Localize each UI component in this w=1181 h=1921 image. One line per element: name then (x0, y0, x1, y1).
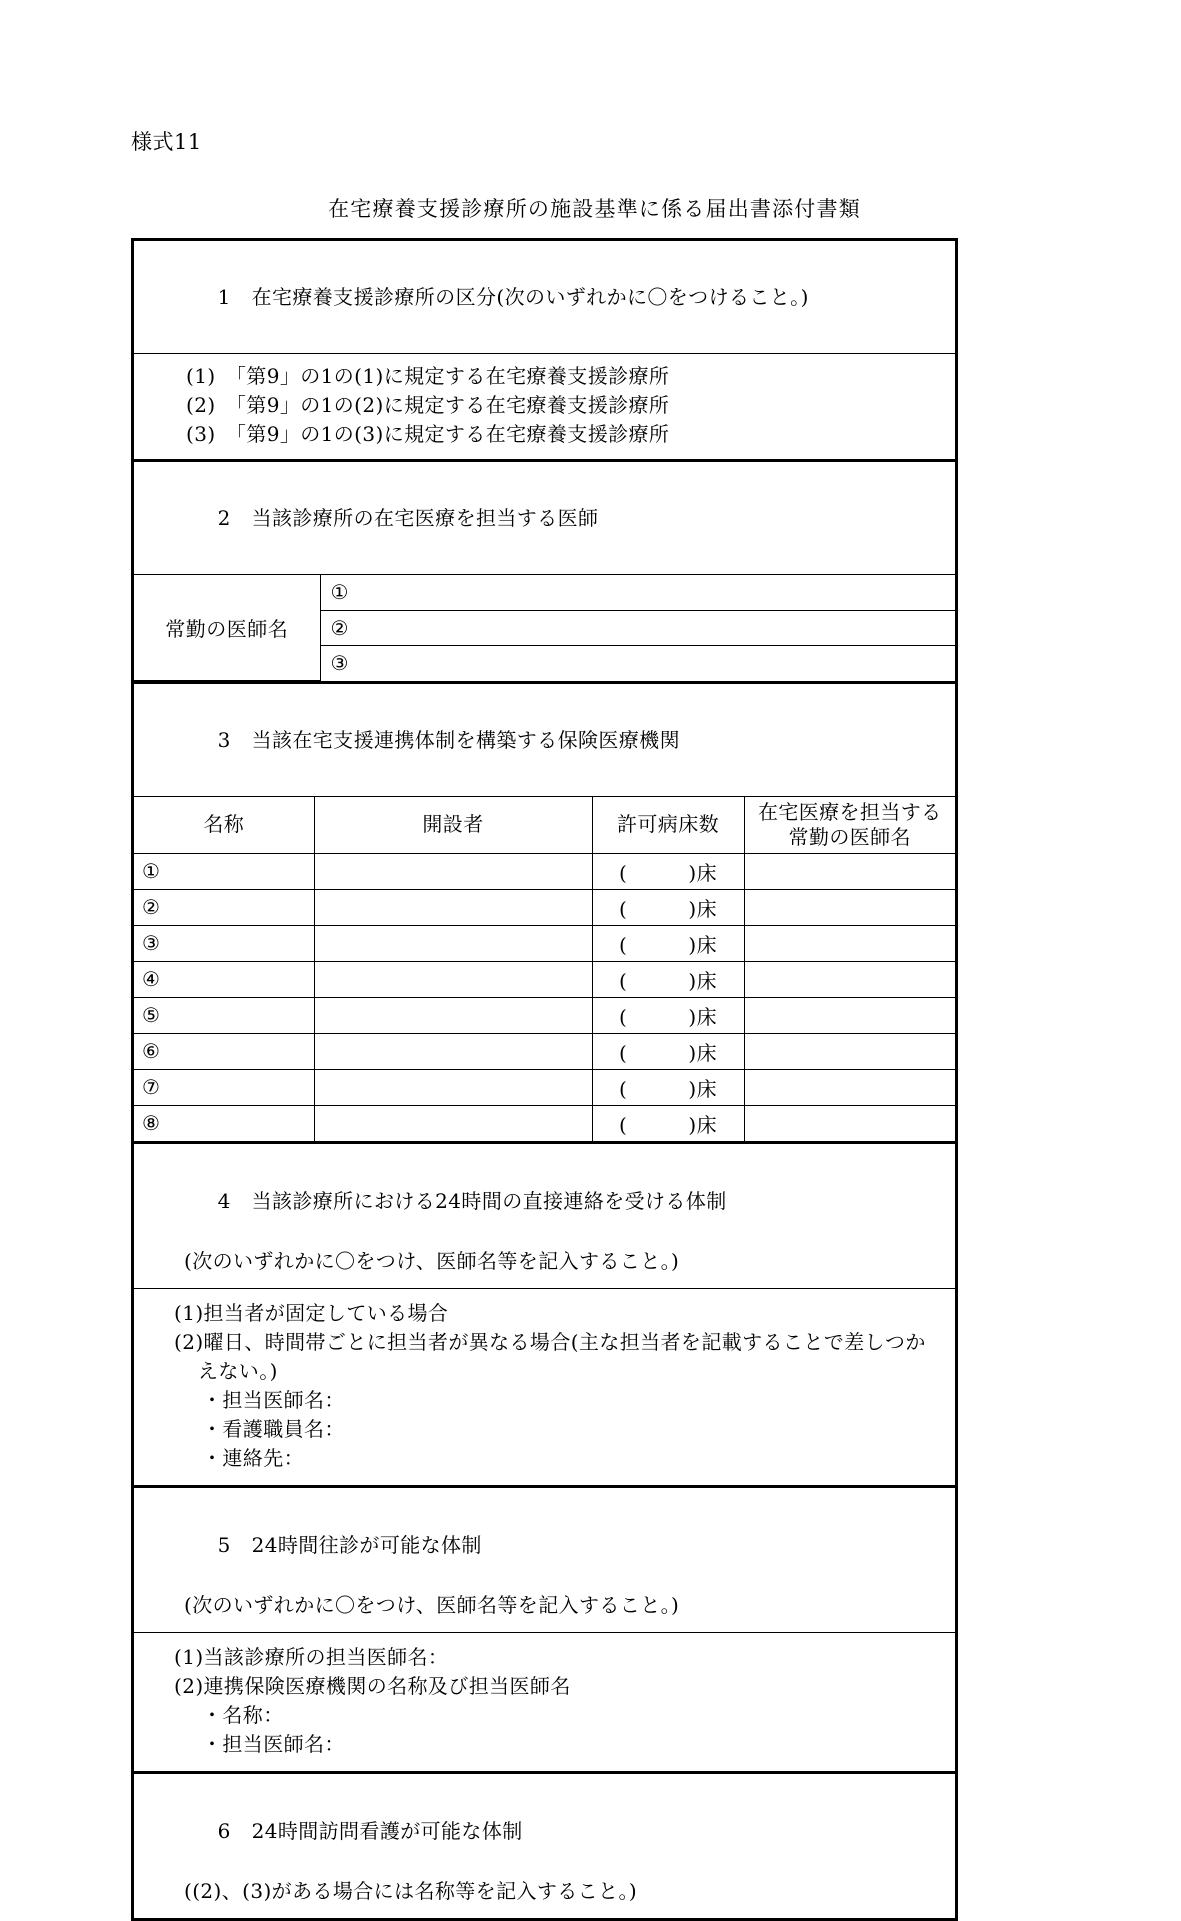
form-code: 様式11 (131, 130, 202, 154)
row-beds-4[interactable] (592, 961, 744, 997)
row-index-7: ⑦ (134, 1069, 314, 1105)
row-doctor-1[interactable] (744, 853, 955, 889)
section-6-heading-block (134, 1774, 955, 1921)
beds-template-2: ( )床 (618, 896, 717, 921)
section-1-option-1[interactable]: (1) 「第9」の1の(1)に規定する在宅療養支援診療所 (186, 364, 670, 388)
row-owner-2[interactable] (314, 889, 592, 925)
section-3-title: 当該在宅支援連携体制を構築する保険医療機関 (251, 727, 680, 752)
section-4-field-doctor-name[interactable]: ・担当医師名： (202, 1387, 345, 1412)
doctor-name-field-3[interactable]: ③ (320, 645, 955, 680)
row-beds-1[interactable] (592, 853, 744, 889)
section-6-number: 6 (217, 1818, 231, 1843)
doctor-name-field-2[interactable]: ② (320, 610, 955, 645)
table-row (134, 889, 955, 925)
section-1-option-2[interactable]: (2) 「第9」の1の(2)に規定する在宅療養支援診療所 (186, 393, 670, 417)
row-owner-5[interactable] (314, 997, 592, 1033)
section-2-table-block (134, 575, 955, 684)
row-beds-2[interactable] (592, 889, 744, 925)
beds-template-3: ( )床 (618, 932, 717, 957)
affiliated-institutions-table (134, 797, 955, 1141)
section-5-title: 24時間往診が可能な体制 (251, 1532, 482, 1557)
permanent-doctors-table (134, 575, 955, 681)
row-beds-5[interactable] (592, 997, 744, 1033)
section-4-content-block (134, 1289, 955, 1488)
section-2-title: 当該診療所の在宅医療を担当する医師 (251, 506, 599, 530)
form-container (131, 238, 958, 1921)
table-header-row (134, 797, 955, 854)
column-header-name: 名称 (134, 797, 314, 854)
section-4-option-1[interactable]: (1)担当者が固定している場合 (174, 1300, 449, 1325)
permanent-doctor-label: 常勤の医師名 (134, 575, 320, 680)
row-beds-3[interactable] (592, 925, 744, 961)
section-4-title: 当該診療所における24時間の直接連絡を受ける体制 (251, 1188, 727, 1213)
beds-template-5: ( )床 (618, 1004, 717, 1029)
section-3-number: 3 (217, 727, 231, 752)
column-header-beds: 許可病床数 (592, 797, 744, 854)
section-4-number: 4 (217, 1188, 231, 1213)
table-row (134, 1105, 955, 1141)
row-owner-4[interactable] (314, 961, 592, 997)
section-4-option-2[interactable]: (2)曜日、時間帯ごとに担当者が異なる場合(主な担当者を記載することで差しつかえない。) (174, 1329, 926, 1383)
column-header-doctor-line-1: 在宅医療を担当する (757, 799, 942, 824)
table-row (134, 1069, 955, 1105)
row-owner-8[interactable] (314, 1105, 592, 1141)
row-beds-8[interactable] (592, 1105, 744, 1141)
beds-template-7: ( )床 (618, 1076, 717, 1101)
section-4-subtitle: (次のいずれかに〇をつけ、医師名等を記入すること。) (184, 1248, 680, 1273)
row-index-5: ⑤ (134, 997, 314, 1033)
section-1-options-block (134, 354, 955, 462)
row-index-1: ① (134, 853, 314, 889)
section-4-field-contact[interactable]: ・連絡先： (202, 1445, 304, 1470)
section-6-subtitle: ((2)、(3)がある場合には名称等を記入すること。) (184, 1878, 638, 1903)
column-header-doctor (744, 797, 955, 854)
section-2-heading-block (134, 462, 955, 575)
table-row (134, 925, 955, 961)
section-4-heading (150, 1156, 941, 1246)
section-2-heading (150, 473, 941, 563)
row-owner-1[interactable] (314, 853, 592, 889)
section-5-heading (150, 1500, 941, 1590)
section-5-content-block (134, 1633, 955, 1774)
table-row (134, 853, 955, 889)
section-4-field-nurse-name[interactable]: ・看護職員名： (202, 1416, 345, 1441)
table-row (134, 575, 955, 610)
row-doctor-6[interactable] (744, 1033, 955, 1069)
row-index-4: ④ (134, 961, 314, 997)
row-owner-7[interactable] (314, 1069, 592, 1105)
section-3-heading (150, 695, 941, 785)
section-1-option-3[interactable]: (3) 「第9」の1の(3)に規定する在宅療養支援診療所 (186, 422, 670, 446)
row-doctor-2[interactable] (744, 889, 955, 925)
section-1-heading (150, 252, 941, 342)
row-beds-7[interactable] (592, 1069, 744, 1105)
section-5-number: 5 (217, 1532, 231, 1557)
row-index-8: ⑧ (134, 1105, 314, 1141)
section-5-field-doctor-name[interactable]: ・担当医師名： (202, 1731, 345, 1756)
beds-template-8: ( )床 (618, 1112, 717, 1137)
row-index-2: ② (134, 889, 314, 925)
row-doctor-7[interactable] (744, 1069, 955, 1105)
section-5-option-1[interactable]: (1)当該診療所の担当医師名： (174, 1644, 449, 1669)
section-2-number: 2 (217, 506, 231, 530)
row-beds-6[interactable] (592, 1033, 744, 1069)
row-doctor-3[interactable] (744, 925, 955, 961)
table-row (134, 1033, 955, 1069)
row-owner-6[interactable] (314, 1033, 592, 1069)
column-header-doctor-line-2: 常勤の医師名 (788, 824, 911, 849)
column-header-owner: 開設者 (314, 797, 592, 854)
section-5-option-2[interactable]: (2)連携保険医療機関の名称及び担当医師名 (174, 1673, 571, 1698)
row-doctor-5[interactable] (744, 997, 955, 1033)
row-doctor-8[interactable] (744, 1105, 955, 1141)
section-5-subtitle: (次のいずれかに〇をつけ、医師名等を記入すること。) (184, 1592, 680, 1617)
table-row (134, 997, 955, 1033)
row-index-6: ⑥ (134, 1033, 314, 1069)
section-6-title: 24時間訪問看護が可能な体制 (251, 1818, 523, 1843)
beds-template-4: ( )床 (618, 968, 717, 993)
table-row (134, 961, 955, 997)
section-6-heading (150, 1786, 941, 1876)
row-doctor-4[interactable] (744, 961, 955, 997)
row-index-3: ③ (134, 925, 314, 961)
section-4-heading-block (134, 1144, 955, 1289)
section-5-heading-block (134, 1488, 955, 1633)
section-5-field-name[interactable]: ・名称： (202, 1702, 284, 1727)
row-owner-3[interactable] (314, 925, 592, 961)
beds-template-1: ( )床 (618, 860, 717, 885)
section-3-heading-block (134, 684, 955, 797)
beds-template-6: ( )床 (618, 1040, 717, 1065)
section-1-number: 1 (217, 285, 231, 309)
doctor-name-field-1[interactable]: ① (320, 575, 955, 610)
section-1-title: 在宅療養支援診療所の区分(次のいずれかに〇をつけること。) (251, 285, 809, 309)
page-title: 在宅療養支援診療所の施設基準に係る届出書添付書類 (328, 197, 861, 221)
section-1-heading-block (134, 241, 955, 354)
section-3-table-block (134, 797, 955, 1144)
